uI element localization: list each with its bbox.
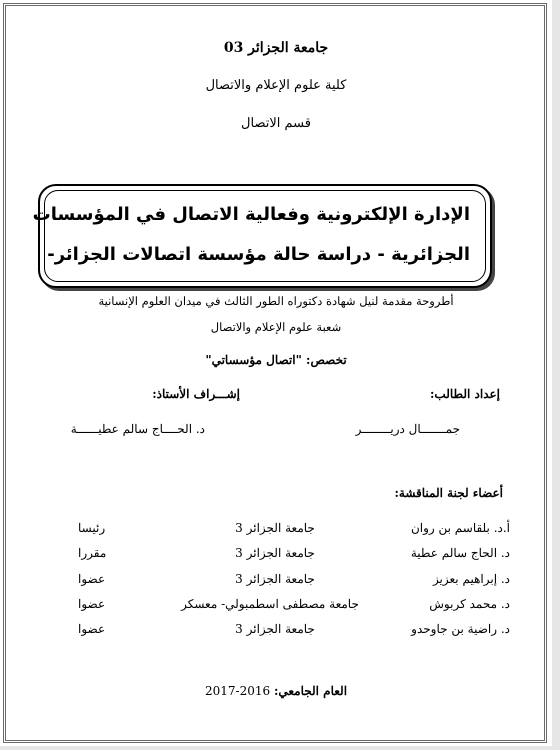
department-name: قسم الاتصال — [241, 116, 311, 131]
member-role: رئيسا — [78, 521, 106, 535]
thesis-field: شعبة علوم الإعلام والاتصال — [210, 320, 342, 334]
page-shadow-bottom — [0, 746, 560, 750]
supervisor-name: د. الحــــاج سالم عطيــــــة — [70, 422, 205, 436]
academic-year-value: 2016-2017 — [204, 684, 271, 698]
faculty-name: كلية علوم الإعلام والاتصال — [205, 78, 347, 93]
student-name: جمـــــــال دريــــــــر — [355, 422, 460, 436]
thesis-title-box — [32, 184, 492, 288]
academic-year-label: العام الجامعي: — [273, 684, 348, 698]
member-name: د. الحاج سالم عطية — [410, 546, 510, 560]
member-institution: جامعة الجزائر 3 — [235, 521, 315, 535]
member-role: عضوا — [78, 572, 106, 586]
student-label: إعداد الطالب: — [429, 387, 500, 401]
page-shadow-right — [552, 0, 560, 750]
committee-label: أعضاء لجنة المناقشة: — [394, 486, 503, 500]
member-name: د. محمد كربوش — [429, 597, 510, 611]
supervisor-label: إشـــراف الأستاذ: — [152, 387, 240, 401]
member-institution: جامعة الجزائر 3 — [235, 622, 315, 636]
thesis-description: أطروحة مقدمة لنيل شهادة دكتوراه الطور الثالث في ميدان العلوم الإنسانية — [98, 294, 454, 308]
specialty — [0, 353, 552, 367]
specialty-label: تخصص: — [306, 353, 347, 367]
member-institution: جامعة الجزائر 3 — [235, 546, 315, 560]
member-name: د. راضية بن جاوحدو — [411, 622, 510, 636]
member-role: عضوا — [78, 597, 106, 611]
thesis-title-line-1: الإدارة الإلكترونية وفعالية الاتصال في المؤسسات — [32, 204, 470, 225]
member-institution: جامعة مصطفى اسطمبولي- معسكر — [181, 597, 359, 611]
academic-year — [0, 684, 552, 698]
member-institution: جامعة الجزائر 3 — [235, 572, 315, 586]
specialty-value: "اتصال مؤسساتي" — [205, 353, 302, 367]
member-role: عضوا — [78, 622, 106, 636]
thesis-title-line-2: الجزائرية - دراسة حالة مؤسسة اتصالات الجزائر- — [47, 244, 470, 265]
university-name: جامعة الجزائر 03 — [223, 40, 329, 56]
member-role: مقررا — [78, 546, 107, 560]
member-name: أ.د. بلقاسم بن روان — [410, 521, 510, 535]
member-name: د. إبراهيم بعزيز — [432, 572, 510, 586]
